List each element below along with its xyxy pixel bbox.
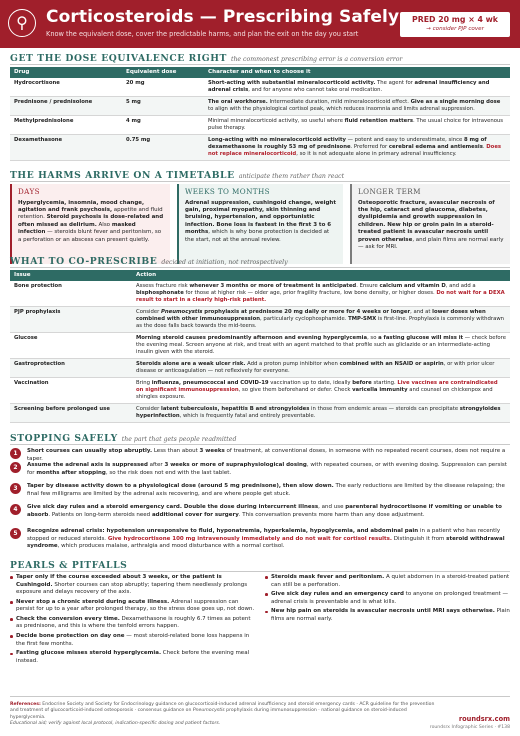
coprescribe-table	[10, 270, 510, 423]
issue-cell: Gastroprotection	[10, 359, 132, 378]
pearl-item: Check the conversion every time. Dexamethasone is roughly 6.7 times as potent as prednisone, and this is where the tenfold errors happen.	[10, 616, 255, 631]
dose-heading-note: the commonest prescribing error is a conversion error	[230, 56, 403, 63]
page-title: Corticosteroids — Prescribing Safely	[46, 7, 400, 27]
action-cell: Bring influenza, pneumococcal and COVID-19 vaccination up to date, ideally before starting. Live vaccines are contraindicated on significant immunosuppression, so give them beforehand or defer. Check varicella immunity and counsel on chickenpox and shingles exposure.	[132, 378, 510, 404]
table-header-row	[10, 67, 510, 78]
page-subtitle: Know the equivalent dose, cover the predictable harms, and plan the exit on the day you start	[46, 30, 359, 38]
dose-cell: 0.75 mg	[122, 135, 204, 161]
dose-cell: 5 mg	[122, 97, 204, 116]
pearl-item: Give sick day rules and an emergency card to anyone on prolonged treatment — adrenal crisis is preventable and is what kills.	[265, 591, 510, 606]
step-text: Recognize adrenal crisis: hypotension unresponsive to fluid, hyponatremia, hyperkalemia, hypoglycemia, and abdominal pain in a patient who has recently stopped or reduced steroids. Give hydrocortisone 100 mg intravenously immediately and do not wait for cortisol results. Distinguish it from steroid withdrawal syndrome, which produces malaise, arthralgia and mood disturbance with a normal cortisol.	[27, 528, 505, 550]
issue-cell: Bone protection	[10, 281, 132, 306]
column-header: Character and when to choose it	[204, 67, 510, 78]
harms-box-body: Osteoporotic fracture, avascular necrosis of the hip, cataract and glaucoma, diabetes, dyslipidemia and growth suppression in children. New hip or groin pain in a steroid-treated patient is avascular necrosis until proven otherwise, and plain films are normal early — ask for MRI.	[358, 199, 504, 251]
table-header-row	[10, 270, 510, 281]
step-number: 1	[10, 448, 21, 459]
divider	[10, 444, 510, 445]
pearl-item: Never stop a chronic steroid during acute illness. Adrenal suppression can persist for up to a year after prolonged therapy, so the stress dose goes up, not down.	[10, 599, 255, 614]
action-cell: Morning steroid causes predominantly afternoon and evening hyperglycemia, so a fasting glucose will miss it — check before the evening meal. Screen anyone at risk, and treat with an agent matched to that profile such as gliclazide or an intermediate-acting insulin given with the steroid.	[132, 333, 510, 359]
action-cell: Steroids alone are a weak ulcer risk. Add a proton pump inhibitor when combined with an NSAID or aspirin, or with prior ulcer disease or anticoagulation — not reflexively for everyone.	[132, 359, 510, 378]
syringe-icon: ⚲	[8, 9, 36, 37]
harms-heading-note: anticipate them rather than react	[238, 173, 345, 180]
pearl-item: Taper only if the course exceeded about 3 weeks, or the patient is Cushingoid. Shorter courses can stop abruptly; tapering them needlessly prolongs exposure and delays recovery of the axis.	[10, 574, 255, 597]
pearl-item: Decide bone protection on day one — most steroid-related bone loss happens in the first few months.	[10, 633, 255, 648]
step-number: 4	[10, 504, 21, 515]
coprescribe-table-body	[10, 281, 510, 422]
pred-callout-note: → consider PJP cover	[426, 26, 484, 32]
harms-box-days	[10, 184, 170, 264]
column-header: Drug	[10, 67, 122, 78]
table-row	[10, 97, 510, 116]
series-label: roundsrx Infographic Series · #138	[429, 725, 510, 730]
issue-cell: Vaccination	[10, 378, 132, 404]
table-row	[10, 281, 510, 306]
dose-heading-text: GET THE DOSE EQUIVALENCE RIGHT	[10, 53, 227, 64]
divider	[10, 267, 510, 268]
page-footer	[10, 696, 510, 730]
table-row	[10, 378, 510, 404]
step-text: Short courses can usually stop abruptly. Less than about 3 weeks of treatment, at conventional doses, in someone with no repeated recent courses, does not require a taper.	[27, 448, 506, 462]
stopping-heading-text: STOPPING SAFELY	[10, 433, 118, 444]
pearl-item: New hip pain on steroids is avascular necrosis until MRI says otherwise. Plain films are normal early.	[265, 608, 510, 623]
harms-box-title: WEEKS TO MONTHS	[185, 187, 270, 196]
character-cell: Long-acting with no mineralocorticoid activity — potent and easy to underestimate, since 8 mg of dexamethasone is roughly 53 mg of prednisone. Preferred for cerebral edema and antiemesis. Does not replace mineralocorticoid, so it is not adequate alone in primary adrenal insufficiency.	[204, 135, 510, 161]
divider	[10, 571, 510, 572]
harms-box-longer	[350, 184, 510, 264]
table-row	[10, 404, 510, 423]
drug-cell: Hydrocortisone	[10, 78, 122, 96]
references-text: References: Endocrine Society and Society for Endocrinology guidance on glucocorticoid-induced adrenal insufficiency and steroid emergency cards · ACR guideline for the prevention and treatment of glucocorticoid-induced osteoporosis · consensus guidance on Pneumocystis prophylaxis during immunosuppression · national guidance on steroid-induced hyperglycemia.	[10, 702, 435, 720]
divider	[10, 64, 510, 65]
harms-box-title: DAYS	[18, 187, 40, 196]
character-cell: The oral workhorse. Intermediate duration, mild mineralocorticoid effect. Give as a single morning dose to align with the physiological cortisol peak, which reduces insomnia and limits adrenal suppression.	[204, 97, 510, 116]
pearl-item: Fasting glucose misses steroid hyperglycemia. Check before the evening meal instead.	[10, 650, 255, 665]
step-number: 3	[10, 483, 21, 494]
brand-link[interactable]: roundsrx.com	[458, 715, 510, 723]
character-cell: Minimal mineralocorticoid activity, so useful where fluid retention matters. The usual choice for intravenous pulse therapy.	[204, 116, 510, 135]
harms-heading-text: THE HARMS ARRIVE ON A TIMETABLE	[10, 170, 235, 181]
action-cell: Consider Pneumocystis prophylaxis at prednisone 20 mg daily or more for 4 weeks or longer, and at lower doses when combined with other immunosuppression, particularly cyclophosphamide. TMP-SMX is first-line. Prophylaxis is commonly withdrawn as the dose falls back towards the mid-teens.	[132, 307, 510, 333]
coprescribe-heading-text: WHAT TO CO-PRESCRIBE	[10, 256, 158, 267]
table-row	[10, 333, 510, 359]
pred-callout	[400, 12, 510, 37]
dose-cell: 20 mg	[122, 78, 204, 96]
dose-table-body	[10, 78, 510, 160]
dose-table	[10, 67, 510, 161]
action-cell: Assess fracture risk whenever 3 months or more of treatment is anticipated. Ensure calcium and vitamin D, and add a bisphosphonate for those at higher risk — older age, prior fragility fracture, low bone density, or higher doses. Do not wait for a DEXA result to start in a clearly high-risk patient.	[132, 281, 510, 306]
drug-cell: Methylprednisolone	[10, 116, 122, 135]
issue-cell: PJP prophylaxis	[10, 307, 132, 333]
drug-cell: Prednisone / prednisolone	[10, 97, 122, 116]
issue-cell: Glucose	[10, 333, 132, 359]
harms-box-weeks	[177, 184, 343, 264]
step-number: 2	[10, 462, 21, 473]
step-number: 5	[10, 528, 21, 539]
drug-cell: Dexamethasone	[10, 135, 122, 161]
harms-box-body: Adrenal suppression, cushingoid change, weight gain, proximal myopathy, skin thinning and bruising, hypertension, and opportunistic infection. Bone loss is fastest in the first 3 to 6 months, which is why bone protection is decided at the start, not at the annual review.	[185, 199, 336, 243]
character-cell: Short-acting with substantial mineralocorticoid activity. The agent for adrenal insufficiency and adrenal crisis, and for anyone who cannot take oral medication.	[204, 78, 510, 96]
pearls-right-column	[265, 574, 510, 625]
pearls-heading-text: PEARLS & PITFALLS	[10, 560, 128, 571]
harms-box-title: LONGER TERM	[358, 187, 421, 196]
table-row	[10, 359, 510, 378]
action-cell: Consider latent tuberculosis, hepatitis B and strongyloides in those from endemic areas — steroids can precipitate strongyloides hyperinfection, which is frequently fatal and entirely preventable.	[132, 404, 510, 423]
harms-box-body: Hyperglycemia, insomnia, mood change, agitation and frank psychosis, appetite and fluid retention. Steroid psychosis is dose-related and often missed as delirium. Also masked infection — steroids blunt fever and peritonism, so a perforation or an abscess can present quietly.	[18, 199, 164, 243]
table-row	[10, 78, 510, 96]
step-text: Taper by disease activity down to a physiological dose (around 5 mg prednisone), then slow down. The early reductions are limited by the disease relapsing; the final few milligrams are limited by the adrenal axis recovering, and are where people get stuck.	[27, 483, 505, 497]
table-row	[10, 116, 510, 135]
table-row	[10, 307, 510, 333]
references	[10, 702, 440, 727]
column-header: Issue	[10, 270, 132, 281]
pearls-left-column	[10, 574, 255, 667]
column-header: Action	[132, 270, 510, 281]
disclaimer: Educational aid; verify against local protocol, indication-specific dosing and patient factors.	[10, 720, 221, 726]
coprescribe-heading-note: decided at initiation, not retrospectively	[161, 259, 288, 266]
divider	[10, 181, 510, 182]
page-header	[0, 0, 520, 48]
pearl-item: Steroids mask fever and peritonism. A quiet abdomen in a steroid-treated patient can still be a perforation.	[265, 574, 510, 589]
stopping-heading-note: the part that gets people readmitted	[121, 436, 237, 443]
column-header: Equivalent dose	[122, 67, 204, 78]
pred-callout-dose: PRED 20 mg × 4 wk	[412, 15, 498, 24]
issue-cell: Screening before prolonged use	[10, 404, 132, 423]
table-row	[10, 135, 510, 161]
step-text: Give sick day rules and a steroid emergency card. Double the dose during intercurrent illness, and use parenteral hydrocortisone if vomiting or unable to absorb. Patients on long-term steroids need additional cover for surgery. This conversation prevents more harm than any dose adjustment.	[27, 504, 502, 518]
dose-cell: 4 mg	[122, 116, 204, 135]
step-text: Assume the adrenal axis is suppressed after 3 weeks or more of supraphysiological dosing, with repeated courses, or with evening dosing. Suppression can persist for months after stopping, so the risk does not end with the last tablet.	[27, 462, 507, 476]
